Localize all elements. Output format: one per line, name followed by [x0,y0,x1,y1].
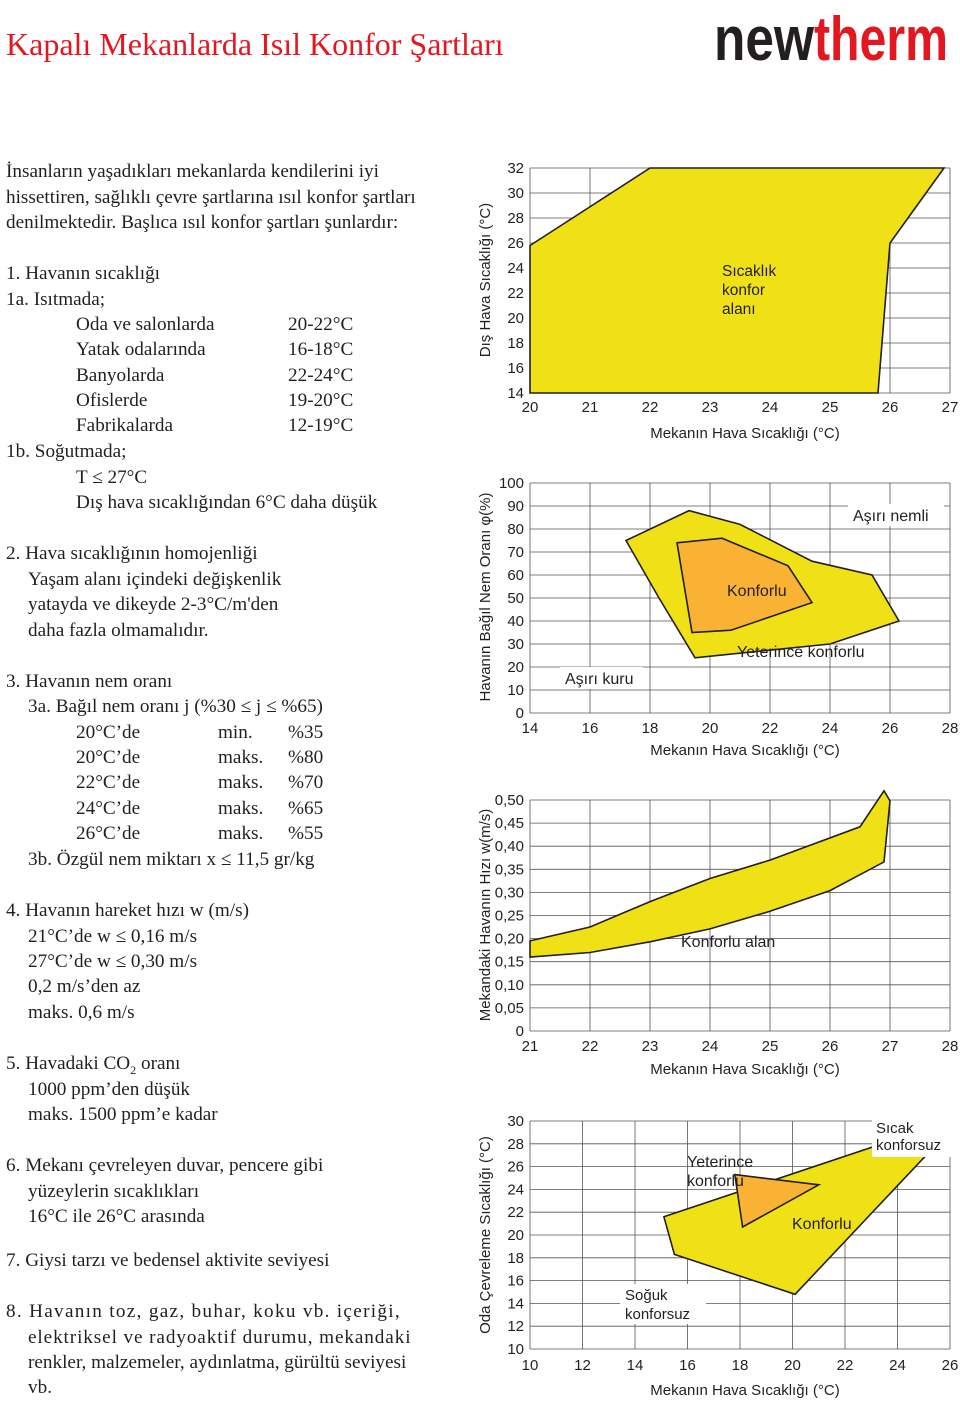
section3-sub-b: 3b. Özgül nem miktarı x ≤ 11,5 gr/kg [28,849,315,870]
section1-heading: 1. Havanın sıcaklığı [6,263,160,284]
y-tick-label: 16 [507,360,524,377]
x-tick-label: 20 [784,1357,801,1374]
x-tick-label: 27 [941,399,959,416]
y-tick-label: 10 [507,1341,524,1358]
x-tick-label: 26 [941,1357,959,1374]
y-axis-title: Havanın Bağıl Nem Oranı φ(%) [477,492,494,702]
region-label: Konforlu alan [681,934,776,951]
y-tick-label: 0 [515,1023,524,1040]
x-tick-label: 27 [881,1038,899,1055]
section4-line-3: 27°C’de w ≤ 0,30 m/s [28,951,198,972]
section1-sub-b: 1b. Soğutmada; [6,441,127,462]
annotation-label: Aşırı nemli [853,508,929,525]
x-tick-label: 18 [731,1357,749,1374]
y-tick-label: 0,15 [494,953,524,971]
section8-line-1: 8. Havanın toz, gaz, buhar, koku vb. içeriği, [6,1301,402,1322]
y-tick-label: 70 [507,544,524,561]
y-tick-label: 26 [507,1158,524,1176]
y-tick-label: 14 [507,385,524,402]
humidity-kind: maks. [218,823,264,844]
y-tick-label: 26 [507,235,524,252]
y-tick-label: 0,40 [494,838,524,856]
humidity-kind: maks. [218,747,264,768]
room-name: Oda ve salonlarda [76,314,215,335]
y-tick-label: 60 [507,567,524,584]
y-tick-label: 20 [507,659,524,676]
humidity-value: %70 [288,772,324,793]
y-tick-label: 0,20 [494,930,524,948]
region-outer [530,168,944,393]
x-tick-label: 26 [821,1038,839,1055]
y-tick-label: 0,45 [494,815,524,833]
region-label: Yeterince konforlu [737,644,865,661]
y-tick-label: 20 [507,310,524,327]
section8-line-2: elektriksel ve radyoaktif durumu, mekandaki [28,1327,412,1348]
room-value: 20-22°C [288,314,354,335]
region-label: Konforlu [727,583,787,600]
x-tick-label: 21 [581,399,599,416]
x-tick-label: 26 [881,720,899,737]
y-tick-label: 14 [507,1295,524,1313]
x-tick-label: 28 [941,1038,959,1055]
section3-heading: 3. Havanın nem oranı [6,671,173,692]
room-value: 16-18°C [288,339,354,360]
region-label: konfor [722,282,766,299]
charts-column [477,0,960,1404]
intro-line-3: denilmektedir. Başlıca ısıl konfor şartları şunlardır: [6,212,399,233]
room-name: Banyolarda [76,365,165,386]
humidity-value: %55 [288,823,324,844]
x-tick-label: 16 [581,720,599,737]
y-tick-label: 18 [507,335,524,352]
y-tick-label: 22 [507,285,524,302]
x-tick-label: 22 [581,1038,599,1055]
x-tick-label: 22 [761,720,779,737]
x-axis-title: Mekanın Hava Sıcaklığı (°C) [650,1382,840,1399]
x-tick-label: 22 [836,1357,854,1374]
room-value: 12-19°C [288,415,354,436]
x-tick-label: 24 [761,399,779,416]
x-tick-label: 10 [521,1357,539,1374]
room-name: Yatak odalarında [76,339,206,360]
x-tick-label: 26 [881,399,899,416]
room-name: Fabrikalarda [76,415,173,436]
x-axis-title: Mekanın Hava Sıcaklığı (°C) [650,742,840,759]
annotation-label: Soğuk [625,1287,668,1304]
section7-line: 7. Giysi tarzı ve bedensel aktivite seviyesi [6,1250,330,1271]
annotation-label: Aşırı kuru [565,671,634,688]
y-axis-title: Dış Hava Sıcaklığı (°C) [477,202,494,358]
section5-line-1-b: oranı [136,1053,181,1074]
x-tick-label: 21 [521,1038,539,1055]
annotation-label: konforsuz [625,1306,691,1323]
y-tick-label: 0,50 [494,792,524,809]
y-tick-label: 18 [507,1249,524,1267]
chart-surface-temperature [477,1113,958,1399]
x-tick-label: 20 [521,399,539,416]
x-tick-label: 18 [641,720,659,737]
section5-line-3: maks. 1500 ppm’e kadar [28,1104,218,1125]
y-tick-label: 16 [507,1272,524,1290]
humidity-kind: min. [218,722,253,743]
intro-line-1: İnsanların yaşadıkları mekanlarda kendilerini iyi [6,161,379,182]
y-axis-title: Oda Çevreleme Sıcaklığı (°C) [477,1136,494,1334]
chart-outdoor-temperature [477,160,958,442]
logo-text-right: therm [814,5,948,74]
humidity-value: %65 [288,798,324,819]
x-tick-label: 24 [821,720,839,737]
humidity-temp: 20°C’de [76,722,141,743]
region-label: konforlu [687,1173,744,1190]
y-tick-label: 0,35 [494,861,524,879]
y-tick-label: 90 [507,498,524,515]
y-tick-label: 30 [507,1113,524,1130]
y-tick-label: 28 [507,210,524,227]
section6-line-2: yüzeylerin sıcaklıkları [28,1181,200,1202]
y-tick-label: 10 [507,682,524,699]
y-tick-label: 32 [507,160,524,177]
section4-line-4: 0,2 m/s’den az [28,976,141,997]
x-tick-label: 14 [521,720,539,737]
x-tick-label: 25 [761,1038,779,1055]
section6-line-3: 16°C ile 26°C arasında [28,1206,205,1227]
room-name: Ofislerde [76,390,148,411]
y-tick-label: 24 [507,260,524,277]
humidity-value: %80 [288,747,324,768]
x-tick-label: 24 [889,1357,906,1374]
annotation-label: konforsuz [876,1137,942,1154]
intro-line-2: hissettiren, sağlıklı çevre şartlarına ısıl konfor şartları [6,187,416,208]
region-label: Yeterince [687,1154,754,1171]
section3-sub-a: 3a. Bağıl nem oranı j (%30 ≤ j ≤ %65) [28,696,323,717]
section8-line-3: renkler, malzemeler, aydınlatma, gürültü seviyesi [28,1352,407,1373]
humidity-temp: 20°C’de [76,747,141,768]
region-label: Sıcaklık [722,263,777,280]
x-axis-title: Mekanın Hava Sıcaklığı (°C) [650,1061,840,1078]
humidity-kind: maks. [218,798,264,819]
x-tick-label: 20 [701,720,719,737]
x-tick-label: 14 [626,1357,644,1374]
y-tick-label: 40 [507,613,524,630]
x-axis-title: Mekanın Hava Sıcaklığı (°C) [650,425,840,442]
section2-line-4: daha fazla olmamalıdır. [28,620,209,641]
y-tick-label: 30 [507,636,524,653]
region-label: Konforlu [792,1216,852,1233]
co2-subscript: 2 [130,1062,137,1077]
y-tick-label: 12 [507,1318,524,1336]
x-tick-label: 24 [701,1038,719,1055]
y-tick-label: 0,30 [494,884,524,902]
y-tick-label: 50 [507,590,524,607]
y-tick-label: 30 [507,185,524,202]
humidity-kind: maks. [218,772,264,793]
section2-line-3: yatayda ve dikeyde 2-3°C/m'den [28,594,279,615]
y-tick-label: 80 [507,521,524,538]
logo-text-left: new [714,5,815,74]
y-tick-label: 0,25 [494,907,524,925]
section2-line-2: Yaşam alanı içindeki değişkenlik [28,569,282,590]
section6-line-1: 6. Mekanı çevreleyen duvar, pencere gibi [6,1155,324,1176]
section5-line-2: 1000 ppm’den düşük [28,1079,191,1100]
y-axis-title: Mekandaki Havanın Hızı w(m/s) [477,808,494,1022]
y-tick-label: 0,05 [494,999,524,1017]
region-label: alanı [722,301,756,318]
y-tick-label: 0,10 [494,976,524,994]
y-tick-label: 20 [507,1227,524,1244]
section4-line-5: maks. 0,6 m/s [28,1002,135,1023]
y-tick-label: 0 [515,705,524,722]
section4-line-2: 21°C’de w ≤ 0,16 m/s [28,926,198,947]
section1-sub-a: 1a. Isıtmada; [6,289,106,310]
y-tick-label: 22 [507,1204,524,1222]
x-tick-label: 22 [641,399,659,416]
section8-line-4: vb. [28,1377,52,1398]
room-value: 22-24°C [288,365,354,386]
chart-relative-humidity [477,475,958,759]
humidity-temp: 22°C’de [76,772,141,793]
x-tick-label: 23 [641,1038,659,1055]
x-tick-label: 23 [701,399,719,416]
annotation-label: Sıcak [876,1120,914,1137]
y-tick-label: 24 [507,1181,524,1199]
x-tick-label: 12 [574,1357,591,1374]
x-tick-label: 25 [821,399,839,416]
humidity-value: %35 [288,722,324,743]
cooling-line-1: T ≤ 27°C [76,467,148,488]
section2-line-1: 2. Hava sıcaklığının homojenliği [6,543,258,564]
y-tick-label: 100 [498,475,524,492]
cooling-line-2: Dış hava sıcaklığından 6°C daha düşük [76,492,378,513]
section4-line-1: 4. Havanın hareket hızı w (m/s) [6,900,249,921]
x-tick-label: 28 [941,720,959,737]
page-title: Kapalı Mekanlarda Isıl Konfor Şartları [6,26,504,62]
humidity-temp: 24°C’de [76,798,141,819]
x-tick-label: 16 [679,1357,696,1374]
humidity-temp: 26°C’de [76,823,141,844]
chart-air-velocity [477,791,958,1078]
section5-line-1-a: 5. Havadaki CO [6,1053,131,1074]
room-value: 19-20°C [288,390,354,411]
y-tick-label: 28 [507,1135,524,1153]
